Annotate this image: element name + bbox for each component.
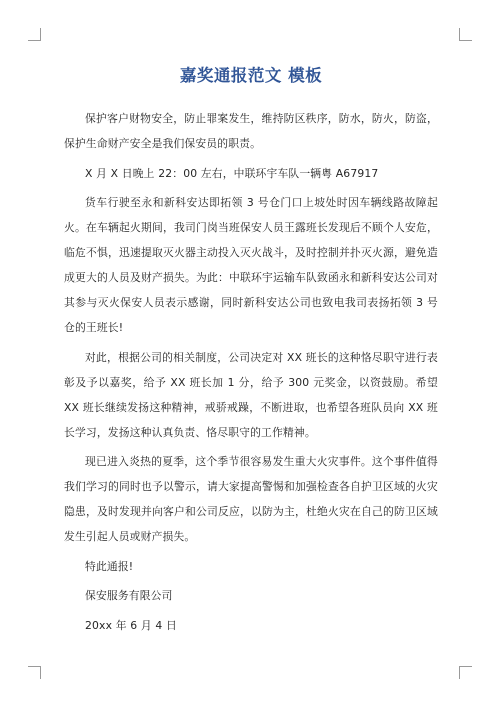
document-page [64, 64, 438, 642]
paragraph-intro: 保护客户财物安全，防止罪案发生，维持防区秩序，防水，防火，防盗，保护生命财产安全是我们保安员的职责。 [64, 112, 438, 150]
company-name: 保安服务有限公司 [85, 589, 173, 602]
paragraph-incident-time: X 月 X 日晚上 22：00 左右，中联环宇车队一辆粤 A67917 [85, 166, 379, 180]
crop-mark-top-right [459, 28, 472, 41]
crop-mark-top-left [28, 28, 41, 41]
paragraph-reward: 对此，根据公司的相关制度，公司决定对 XX 班长的这种恪尽职守进行表彰及予以嘉奖，给予 XX 班长加 1 分，给予 300 元奖金，以资鼓励。希望 XX 班长继续发扬这种精神，戒骄戒躁，不断进取，也希望各班队员向 XX 班长学习，发扬这种认真负责、恪尽职守的工作精神。 [64, 350, 438, 439]
paragraph-incident-details: 货车行驶至永和新科安达即拓领 3 号仓门口上坡处时因车辆线路故障起火。在车辆起火期间，我司门岗当班保安人员王露班长发现后不顾个人安危，临危不惧，迅速提取灭火器主动投入灭火战斗，及时控制并扑灭火源，避免造成更大的人员及财产损失。为此：中联环宇运输车队致函永和新科安达公司对其参与灭火保安人员表示感谢，同时新科安达公司也致电我司表扬拓领 3 号仓的王班长! [64, 196, 438, 334]
paragraph-warning: 现已进入炎热的夏季，这个季节很容易发生重大火灾事件。这个事件值得我们学习的同时也予以警示，请大家提高警惕和加强检查各自护卫区域的火灾隐患，及时发现并向客户和公司反应，以防为主，杜绝火灾在自己的防卫区域发生引起人员或财产损失。 [64, 455, 438, 543]
document-body [64, 106, 438, 638]
document-date: 20xx 年 6 月 4 日 [85, 618, 177, 632]
closing-line: 特此通报! [85, 559, 134, 573]
crop-mark-bottom-right [459, 666, 472, 679]
crop-mark-bottom-left [28, 666, 41, 679]
document-title: 嘉奖通报范文 模板 [179, 66, 323, 85]
